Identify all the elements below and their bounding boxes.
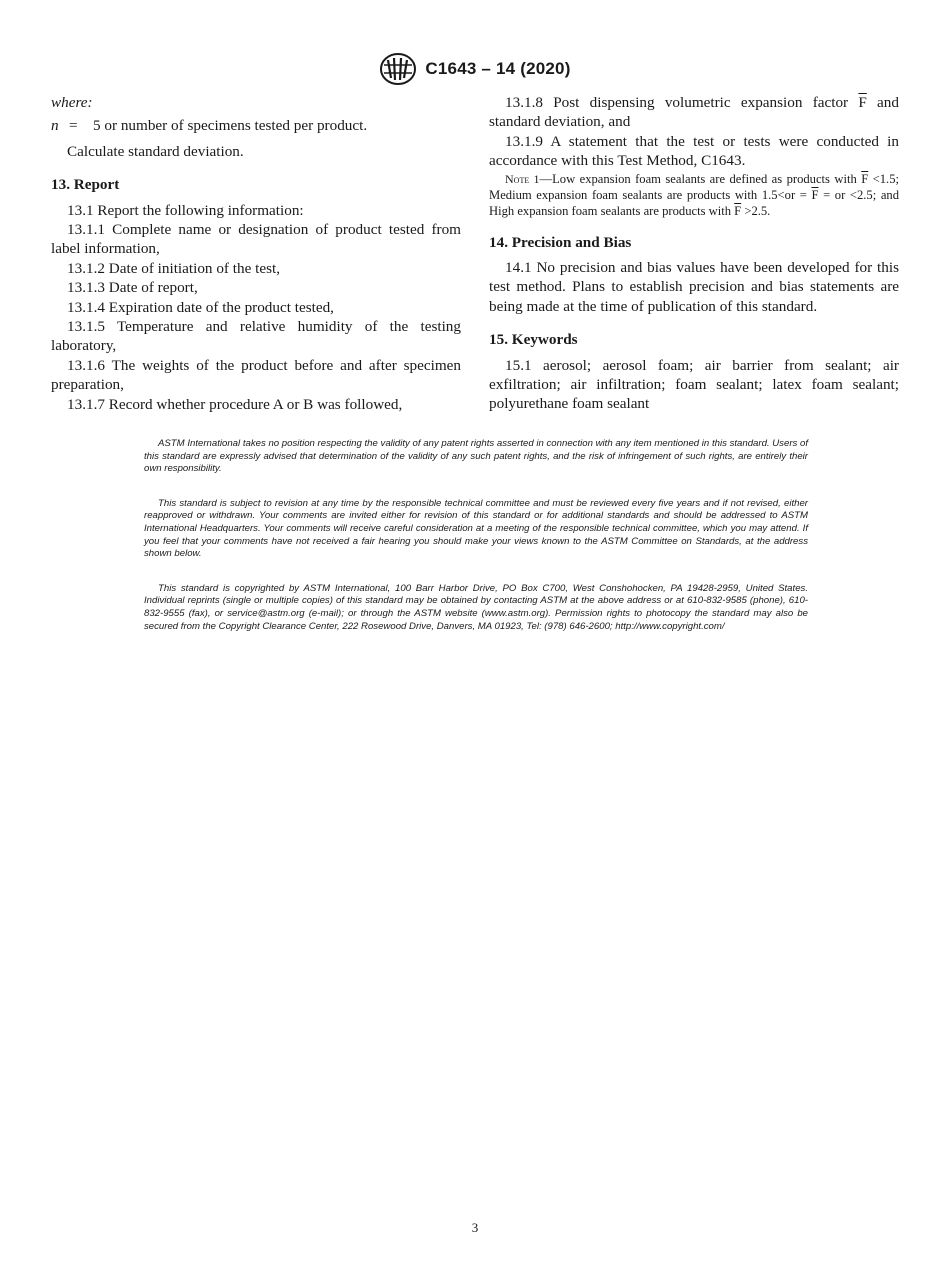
right-column bbox=[489, 93, 899, 414]
standard-designation: C1643 – 14 (2020) bbox=[425, 59, 571, 78]
f-bar-symbol: $\overline{F}$ bbox=[858, 94, 867, 111]
para-13-1-4: 13.1.4 Expiration date of the product tested, bbox=[67, 298, 334, 316]
revision-disclaimer: This standard is subject to revision at any time by the responsible technical committee and must be reviewed every five years and if not revised, either reapproved or withdrawn. Your comments are invited either for revision of this standard or for additional standards and should be addressed to ASTM International Headquarters. Your comments will receive careful consideration at a meeting of the responsible technical committee, which you may attend. If you feel that your comments have not received a fair hearing you should make your views known to the ASTM Committee on Standards, at the address shown below. bbox=[144, 497, 808, 560]
para-13-1-3: 13.1.3 Date of report, bbox=[67, 279, 198, 297]
page-number: 3 bbox=[471, 1220, 479, 1235]
para-13-1-6: 13.1.6 The weights of the product before and after specimen preparation, bbox=[51, 356, 461, 394]
note-1: Note 1—Low expansion foam sealants are defined as products with $\overline{F} <1.5$; Medium expansion foam sealants are products with $1.5<or = \overline{F}$ = or <2.5; and High expansion foam sealants are products with $\overline{F} >2.5$. bbox=[489, 171, 900, 218]
page-header bbox=[0, 52, 950, 86]
left-column bbox=[51, 93, 461, 414]
section-13-heading: 13. Report bbox=[51, 176, 120, 194]
astm-logo-icon bbox=[379, 52, 417, 86]
variable-description: 5 or number of specimens tested per product. bbox=[93, 117, 368, 135]
para-13-1-8: 13.1.8 Post dispensing volumetric expansion factor $\overline{F}$ and standard deviation, and bbox=[489, 94, 899, 131]
para-13-1-1: 13.1.1 Complete name or designation of product tested from label information, bbox=[51, 221, 461, 258]
variable-definition bbox=[51, 116, 461, 135]
equals-sign: = bbox=[69, 117, 78, 135]
para-13-1-2: 13.1.2 Date of initiation of the test, bbox=[67, 259, 281, 277]
para-13-1: 13.1 Report the following information: bbox=[67, 201, 304, 219]
para-14-1: 14.1 No precision and bias values have been developed for this test method. Plans to establish precision and bias statements are being made at the time of publication of this standard. bbox=[489, 259, 899, 315]
para-13-1-7: 13.1.7 Record whether procedure A or B was followed, bbox=[67, 395, 403, 413]
patent-disclaimer: ASTM International takes no position respecting the validity of any patent rights asserted in connection with any item mentioned in this standard. Users of this standard are expressly advised that determination of the validity of any such patent rights, and the risk of infringement of such rights, are entirely their own responsibility. bbox=[144, 438, 808, 475]
para-13-1-5: 13.1.5 Temperature and relative humidity of the testing laboratory, bbox=[51, 318, 461, 355]
where-label: where: bbox=[51, 94, 93, 111]
variable-symbol: n bbox=[51, 117, 59, 135]
para-15-1: 15.1 aerosol; aerosol foam; air barrier from sealant; air exfiltration; air infiltration; foam sealant; latex foam sealant; polyurethane foam sealant bbox=[489, 356, 899, 413]
copyright-notice: This standard is copyrighted by ASTM International, 100 Barr Harbor Drive, PO Box C700, West Conshohocken, PA 19428-2959, United States. Individual reprints (single or multiple copies) of this standard may be obtained by contacting ASTM at the above address or at 610-832-9585 (phone), 610-832-9555 (fax), or service@astm.org (e-mail); or through the ASTM website (www.astm.org). Permission rights to photocopy the standard may also be secured from the Copyright Clearance Center, 222 Rosewood Drive, Danvers, MA 01923, Tel: (978) 646-2600; http://www.copyright.com/ bbox=[144, 582, 808, 632]
section-14-heading: 14. Precision and Bias bbox=[489, 233, 632, 251]
note-label: Note 1 bbox=[505, 171, 540, 186]
para-13-1-9: 13.1.9 A statement that the test or tests were conducted in accordance with this Test Method, C1643. bbox=[489, 132, 899, 170]
calc-instruction: Calculate standard deviation. bbox=[67, 142, 244, 160]
legal-disclaimers bbox=[144, 438, 808, 655]
section-15-heading: 15. Keywords bbox=[489, 331, 578, 349]
